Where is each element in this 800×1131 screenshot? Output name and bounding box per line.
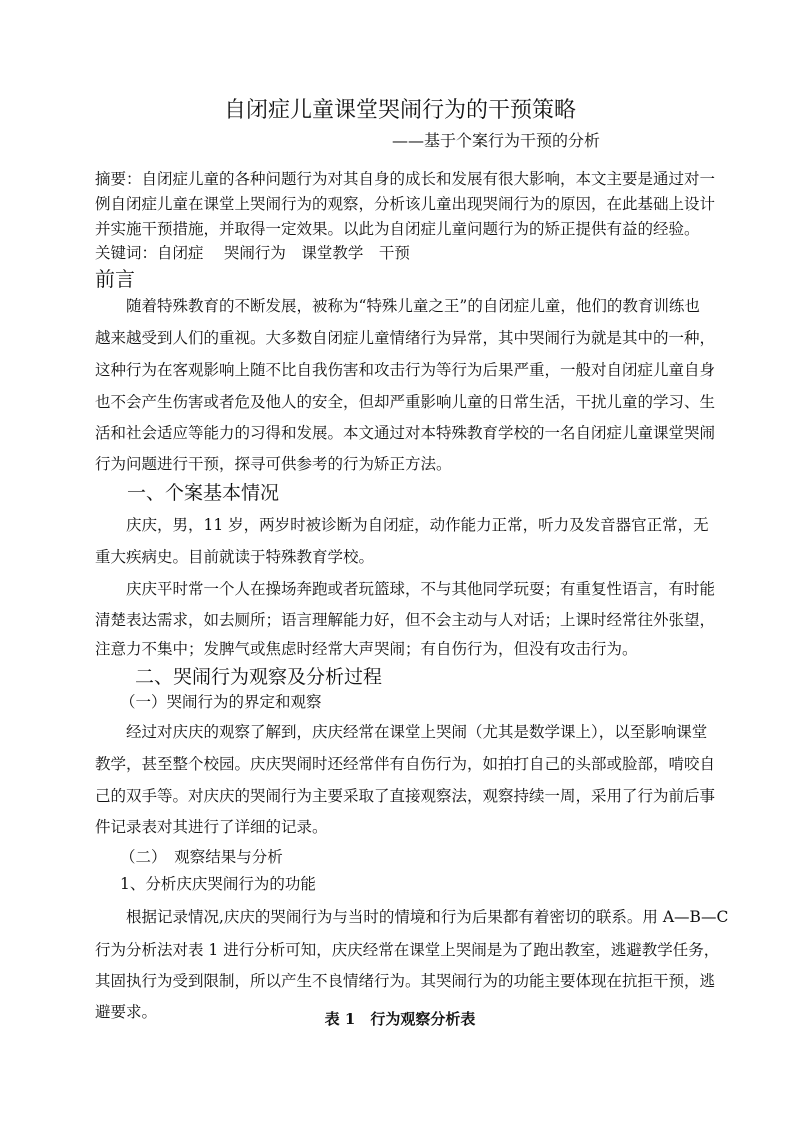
- paragraph-line: 注意力不集中；发脾气或焦虑时经常大声哭闹；有自伤行为，但没有攻击行为。: [95, 640, 638, 658]
- paragraph-line: 随着特殊教育的不断发展，被称为“特殊儿童之王”的自闭症儿童，他们的教育训练也: [95, 297, 700, 315]
- paragraph-line: 这种行为在客观影响上随不比自我伤害和攻击行为等行为后果严重，一般对自闭症儿童自身: [95, 361, 716, 379]
- paragraph-line: 件记录表对其进行了详细的记录。: [95, 818, 328, 836]
- paragraph-line: 越来越受到人们的重视。大多数自闭症儿童情绪行为异常，其中哭闹行为就是其中的一种，: [95, 329, 716, 347]
- subsection2-heading: （二） 观察结果与分析: [120, 848, 283, 866]
- document-title: 自闭症儿童课堂哭闹行为的干预策略: [223, 98, 576, 123]
- paragraph-line: 活和社会适应等能力的习得和发展。本文通过对本特殊教育学校的一名自闭症儿童课堂哭闹: [95, 424, 716, 442]
- subsection1-heading: （一）哭闹行为的界定和观察: [120, 693, 322, 711]
- preface-heading: 前言: [95, 267, 135, 291]
- abstract-line: 摘要：自闭症儿童的各种问题行为对其自身的成长和发展有很大影响，本文主要是通过对一: [95, 170, 716, 188]
- keywords-line: 关键词：自闭症 哭闹行为 课堂教学 干预: [95, 244, 410, 262]
- paragraph-line: 行为分析法对表 1 进行分析可知，庆庆经常在课堂上哭闹是为了跑出教室，逃避教学任务，: [95, 941, 720, 959]
- paragraph-line: 行为问题进行干预，探寻可供参考的行为矫正方法。: [95, 455, 452, 473]
- paragraph-line: 避要求。: [95, 1003, 158, 1021]
- paragraph-line: 庆庆平时常一个人在操场奔跑或者玩篮球，不与其他同学玩耍；有重复性语言，有时能: [95, 580, 716, 598]
- paragraph-line: 也不会产生伤害或者危及他人的安全，但却严重影响儿童的日常生活，干扰儿童的学习、生: [95, 393, 716, 411]
- abstract-line: 例自闭症儿童在课堂上哭闹行为的观察，分析该儿童出现哭闹行为的原因，在此基础上设计: [95, 195, 716, 213]
- table-caption: 表 1 行为观察分析表: [324, 1010, 476, 1028]
- paragraph-line: 重大疾病史。目前就读于特殊教育学校。: [95, 548, 375, 566]
- paragraph-line: 清楚表达需求，如去厕所；语言理解能力好，但不会主动与人对话；上课时经常往外张望，: [95, 611, 716, 629]
- paragraph-line: 根据记录情况,庆庆的哭闹行为与当时的情境和行为后果都有着密切的联系。用 A—B—C: [95, 908, 729, 926]
- subsection2-item: 1、分析庆庆哭闹行为的功能: [120, 875, 316, 893]
- paragraph-line: 经过对庆庆的观察了解到，庆庆经常在课堂上哭闹（尤其是数学课上），以至影响课堂: [95, 723, 708, 741]
- document-subtitle: ——基于个案行为干预的分析: [392, 131, 601, 150]
- abstract-line: 并实施干预措施，并取得一定效果。以此为自闭症儿童问题行为的矫正提供有益的经验。: [95, 220, 700, 238]
- paragraph-line: 教学，甚至整个校园。庆庆哭闹时还经常伴有自伤行为，如拍打自己的头部或脸部，啃咬自: [95, 755, 716, 773]
- paragraph-line: 其固执行为受到限制，所以产生不良情绪行为。其哭闹行为的功能主要体现在抗拒干预，逃: [95, 972, 716, 990]
- paragraph-line: 庆庆，男，11 岁，两岁时被诊断为自闭症，动作能力正常，听力及发音器官正常，无: [95, 516, 709, 534]
- section1-heading: 一、个案基本情况: [127, 482, 280, 504]
- paragraph-line: 己的双手等。对庆庆的哭闹行为主要采取了直接观察法，观察持续一周，采用了行为前后事: [95, 787, 716, 805]
- section2-heading: 二、哭闹行为观察及分析过程: [135, 666, 383, 688]
